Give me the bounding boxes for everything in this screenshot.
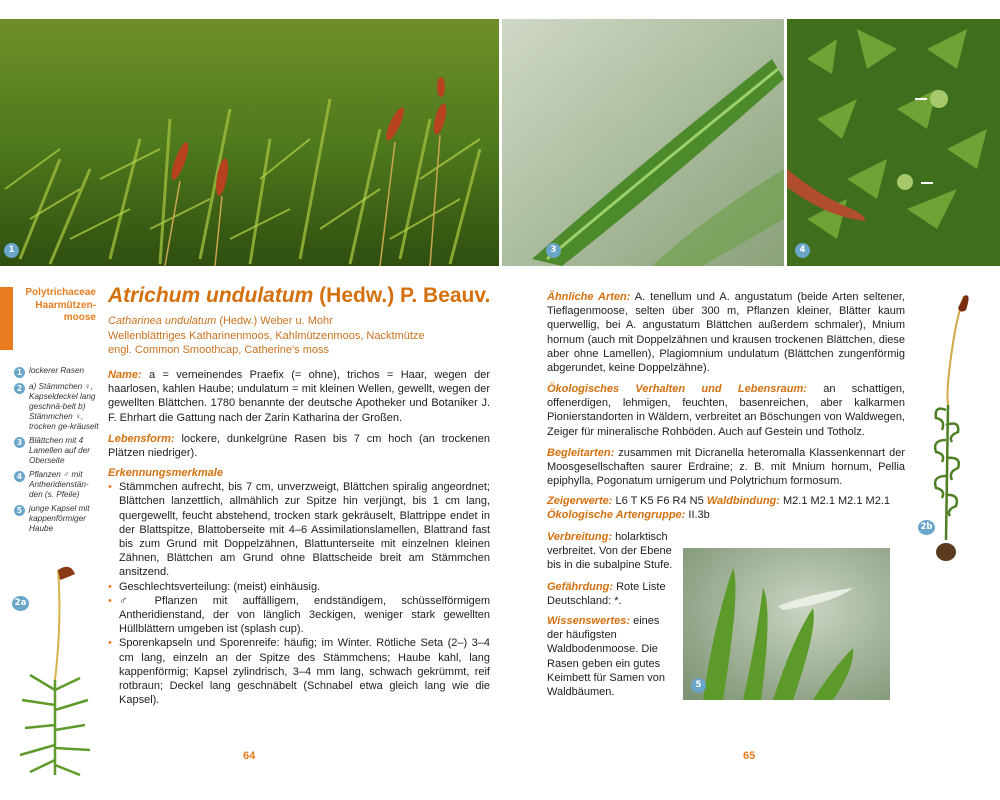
photo-badge-1: 1 [4,243,19,258]
photo-4-male-plants [787,19,1000,266]
photo-badge-2a: 2a [12,596,29,611]
photo-2a-stem [0,560,100,782]
wissenswertes-section: Wissenswertes: eines der häufigsten Waldbodenmoose. Die Rasen geben ein gutes Keimbett für Samen von Waldbäumen. [547,615,666,699]
oekologie-section: Ökologisches Verhalten und Lebensraum: an schattigen, offenerdigen, lehmigen, feuchten, basenreichen, aber kalkarmen Pionierstandorten in Wäldern, verbreitet an Böschungen von Waldwegen, Zeiger für mineralische Rohböden. Auch auf Gestein und Totholz. [547,383,905,438]
feature-item: • Sporenkapseln und Sporenreife: häufig; im Winter. Rötliche Seta (2–) 3–4 cm lang, einzeln an der Spitze des Stämmchens; Haube kahl, lang kappenförmig; Kapsel zylindrisch, 3–4 mm lang, schwach gekrümmt, reif rotbraun; Deckel lang geschnäbelt (Schnabel etwa gleich lang wie die Kapsel). [108,636,490,707]
feature-item: • Stämmchen aufrecht, bis 7 cm, unverzweigt, Blättchen spiralig angeordnet; Blättchen lanzettlich, allmählich zur Spitze hin verjüngt, bis 1 cm lang, quergewellt, feucht abstehend, trocken stark gekräuselt, Blattrippe endet in der Blattspitze, Blattoberseite mit 4–6 Assimilationslamellen, Blattrand fast bis zum Grund mit Doppelzähnen, Blattunterseite mit einzelnen kleinen Zähnen, Blättchen am Grund ohne Blattscheide breit am Stämmchen ansitzend. [108,480,490,579]
legend-item: 1 lockerer Rasen [14,366,102,378]
artengruppe-section: Ökologische Artengruppe: II.3b [547,509,710,521]
photo-legend [14,366,102,538]
gefaehrdung-section: Gefährdung: Rote Liste Deutschland: *. [547,581,666,608]
begleitarten-section: Begleitarten: zusammen mit Dicranella heteromalla Klassenkennart der Moosgesellschaften saurer Erdraine; z. B. mit Mnium hornum, Pellia epiphylla, Pogonatum urnigerum und Polytrichum formosum. [547,447,905,488]
legend-item: 2 a) Stämmchen ♀, Kapseldeckel lang geschnä-belt b) Stämmchen ♀, trocken ge-kräuselt [14,382,102,432]
legend-item: 5 junge Kapsel mit kappenförmiger Haube [14,504,102,534]
species-title: Atrichum undulatum (Hedw.) P. Beauv. [108,284,491,307]
verbreitung-section: Verbreitung: holarktisch verbreitet. Von der Ebene bis in die subalpine Stufe. [547,531,673,572]
photo-badge-3: 3 [546,243,561,258]
photo-2b-dry-stem [916,290,986,568]
feature-item: • Geschlechtsverteilung: (meist) einhäusig. [108,580,490,594]
photo-badge-2b: 2b [918,520,935,535]
legend-item: 3 Blättchen mit 4 Lamellen auf der Oberseite [14,436,102,466]
feature-item: • ♂ Pflanzen mit auffälligem, endständigem, schüsselförmigem Antheridienstand, der von länglich 3eckigen, weniger stark gewellten Hüllblättern umgeben ist (splash cup). [108,594,490,637]
page-number-left: 64 [243,750,256,762]
page-number-right: 65 [743,750,756,762]
legend-item: 4 Pflanzen ♂ mit Antheridienstän-den (s. Pfeile) [14,470,102,500]
zeigerwerte-section: Zeigerwerte: L6 T K5 F6 R4 N5 Waldbindung: M2.1 M2.1 M2.1 M2.1 [547,495,890,507]
photo-badge-5: 5 [691,678,706,693]
photo-5-young-capsule [683,548,890,700]
photo-3-leaf-closeup [502,19,784,266]
aehnliche-arten-section: Ähnliche Arten: A. tenellum und A. angustatum (beide Arten seltener, Tieflagenmoose, selten über 300 m, Pflanzen kleiner, Blätter kaum querwellig, bei A. angustatum Blättchen außerdem schmaler), Mnium hornum (auch mit Doppelzähnen und krausen trockenen Blättchen, diese aber ohne Lamellen), Plagiomnium undulatum (Blättchen zungenförmig abgerundet, keine Doppelzähne). [547,291,905,375]
photo-1-moss-carpet [0,19,499,266]
synonyms-block: Catharinea undulatum (Hedw.) Weber u. Mohr Wellenblättriges Katharinenmoos, Kahlmützenmoos, Nacktmütze engl. Common Smoothcap, Catherine's moss [108,315,425,356]
lebensform-section: Lebensform: lockere, dunkelgrüne Rasen bis 7 cm hoch (an trockenen Plätzen niedriger). [108,433,491,460]
name-section: Name: a = verneinendes Praefix (= ohne), trichos = Haar, wegen der haarlosen, kahlen Haube; undulatum = mit kleinen Wellen, gewellt, wegen der gewellten Blättchen. 1780 benannte der deutsche Apotheker und Botaniker J. F. Ehrhart die Gattung nach der Zarin Katharina der Großen. [108,369,491,424]
family-tag-bar [0,287,13,350]
photo-badge-4: 4 [795,243,810,258]
family-label: Polytrichaceae Haarmützen- moose [25,287,96,323]
erkennungsmerkmale-section: Erkennungsmerkmale • Stämmchen aufrecht, bis 7 cm, unverzweigt, Blättchen spiralig angeordnet; Blättchen lanzettlich, allmählich zur Spitze hin verjüngt, bis 1 cm lang, quergewellt, feucht abstehend, trocken stark gekräuselt, Blattrippe endet in der Blattspitze, Blattoberseite mit 4–6 Assimilationslamellen, Blattrand fast bis zum Grund mit Doppelzähnen, Blattunterseite mit einzelnen kleinen Zähnen, Blättchen am Grund ohne Blattscheide breit am Stämmchen ansitzend. • Geschlechtsverteilung: (meist) einhäusig. • ♂ Pflanzen mit auffälligem, endständigem, schüsselförmigem Antheridienstand, der von länglich 3eckigen, weniger stark gewellten Hüllblättern umgeben ist (splash cup). • Sporenkapseln und Sporenreife: häufig; im Winter. Rötliche Seta (2–) 3–4 cm lang, einzeln an der Spitze des Stämmchens; Haube kahl, lang kappenförmig; Kapsel zylindrisch, 3–4 mm lang, schwach gekrümmt, reif rotbraun; Deckel lang geschnäbelt (Schnabel etwa gleich lang wie die Kapsel). [108,466,490,707]
